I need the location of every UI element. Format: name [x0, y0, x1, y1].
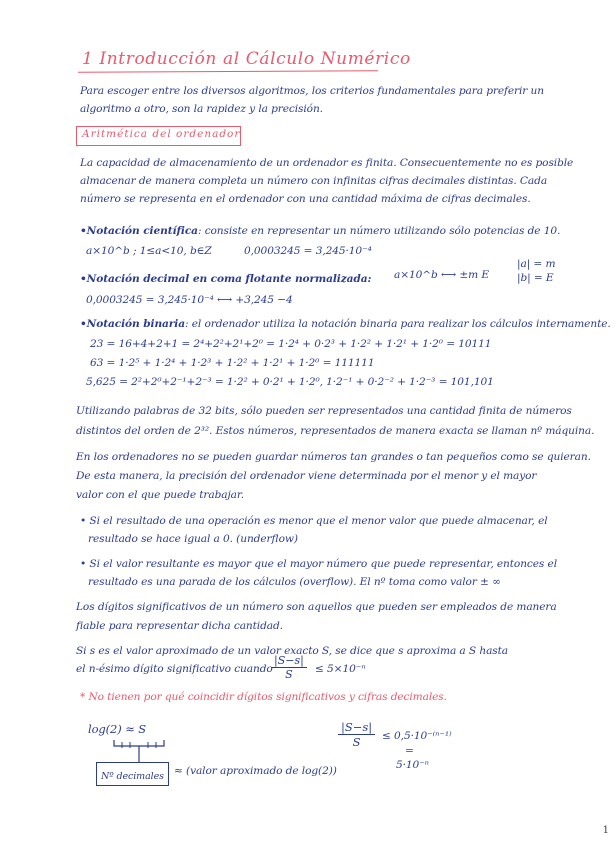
note-line	[80, 690, 447, 704]
intro-line-2: algoritmo a otro, son la rapidez y la precisión.	[80, 103, 323, 115]
diagram-approx-note: ≈ (valor aproximado de log(2))	[174, 765, 337, 777]
decimal-example: 0,0003245 = 3,245·10⁻⁴ ⟷ +3,245 −4	[86, 294, 293, 306]
approx-line-1: Si s es el valor aproximado de un valor exacto S, se dice que s aproxima a S hasta	[76, 645, 508, 657]
binary-example-3: 5,625 = 2²+2⁰+2⁻¹+2⁻³ = 1·2² + 0·2¹ + 1·2⁰, 1·2⁻¹ + 0·2⁻² + 1·2⁻³ = 101,101	[86, 376, 494, 388]
scientific-line	[80, 224, 560, 238]
scientific-desc: : consiste en representar un número utilizando sólo potencias de 10.	[197, 225, 561, 237]
capacity-line-2: almacenar de manera completa un número con infinitas cifras decimales distintas. Cada	[80, 175, 548, 187]
scientific-example: 0,0003245 = 3,245·10⁻⁴	[244, 245, 372, 257]
scientific-label: •Notación científica	[80, 225, 198, 237]
page-title: 1 Introducción al Cálculo Numérico	[82, 49, 411, 69]
decimal-legend-a: |a| = m	[517, 258, 556, 270]
decimal-formula: a×10^b ⟷ ±m E	[394, 269, 489, 281]
significant-line-1: Los dígitos significativos de un número son aquellos que pueden ser empleados de manera	[76, 601, 557, 613]
intro-line-1: Para escoger entre los diversos algoritmos, los criterios fundamentales para preferir un	[80, 85, 544, 97]
capacity-line-3: número se representa en el ordenador con una cantidad máxima de cifras decimales.	[80, 193, 531, 205]
scientific-formula: a×10^b ; 1≤a<10, b∈Z	[86, 245, 212, 257]
binary-line	[80, 317, 611, 331]
diagram-box	[96, 762, 169, 786]
range-line-2: De esta manera, la precisión del ordenador viene determinada por el menor y el mayor	[76, 470, 537, 482]
diagram-rhs: ≤ 0,5·10⁻⁽ⁿ⁻¹⁾	[382, 730, 452, 742]
approx-fraction-num: |S−s|	[271, 654, 307, 668]
overflow-line-2: resultado es una parada de los cálculos (overflow). El nº toma como valor ± ∞	[88, 576, 501, 588]
diagram-bottom: 5·10⁻ⁿ	[396, 759, 429, 771]
binary-label: •Notación binaria	[80, 318, 185, 330]
binary-example-1: 23 = 16+4+2+1 = 2⁴+2²+2¹+2⁰ = 1·2⁴ + 0·2³ + 1·2² + 1·2¹ + 1·2⁰ = 10111	[90, 338, 492, 350]
underflow-line-2: resultado se hace igual a 0. (underflow)	[88, 533, 298, 545]
diagram-eq: =	[405, 745, 414, 757]
decimal-label: •Notación decimal en coma flotante normalizada:	[80, 273, 372, 285]
range-line-1: En los ordenadores no se pueden guardar números tan grandes o tan pequeños como se quieran.	[76, 451, 591, 463]
underflow-line-1: • Si el resultado de una operación es menor que el menor valor que puede almacenar, el	[80, 515, 548, 527]
approx-fraction-den: S	[285, 668, 293, 681]
capacity-line-1: La capacidad de almacenamiento de un ordenador es finita. Consecuentemente no es posible	[80, 157, 574, 169]
significant-line-2: fiable para representar dicha cantidad.	[76, 620, 283, 632]
diagram-fraction-num: |S−s|	[338, 720, 375, 735]
decimal-legend-b: |b| = E	[517, 272, 554, 284]
section-title: Aritmética del ordenador	[82, 128, 241, 140]
binary-example-2: 63 = 1·2⁵ + 1·2⁴ + 1·2³ + 1·2² + 1·2¹ + 1·2⁰ = 111111	[90, 357, 375, 369]
approx-fraction	[271, 654, 307, 681]
diagram-fraction	[338, 720, 375, 749]
bits-line-1: Utilizando palabras de 32 bits, sólo pueden ser representados una cantidad finita de números	[76, 405, 572, 417]
note-text: * No tienen por qué coincidir dígitos significativos y cifras decimales.	[80, 691, 447, 703]
diagram-log-label: log(2) ≈ S	[88, 722, 147, 736]
diagram-fraction-den: S	[352, 735, 361, 749]
bits-line-2: distintos del orden de 2³². Estos números, representados de manera exacta se llaman nº máquina.	[76, 425, 595, 437]
title-underline	[78, 70, 378, 73]
page-number: 1	[602, 825, 609, 836]
bracket-icon	[100, 736, 180, 764]
diagram-box-label: Nº decimales	[101, 771, 164, 782]
range-line-3: valor con el que puede trabajar.	[76, 489, 244, 501]
binary-desc: : el ordenador utiliza la notación binaria para realizar los cálculos internamente.	[184, 318, 611, 330]
overflow-line-1: • Si el valor resultante es mayor que el mayor número que puede representar, entonces el	[80, 558, 557, 570]
approx-rhs: ≤ 5×10⁻ⁿ	[315, 663, 366, 675]
approx-line-2: el n-ésimo dígito significativo cuando	[76, 663, 273, 675]
